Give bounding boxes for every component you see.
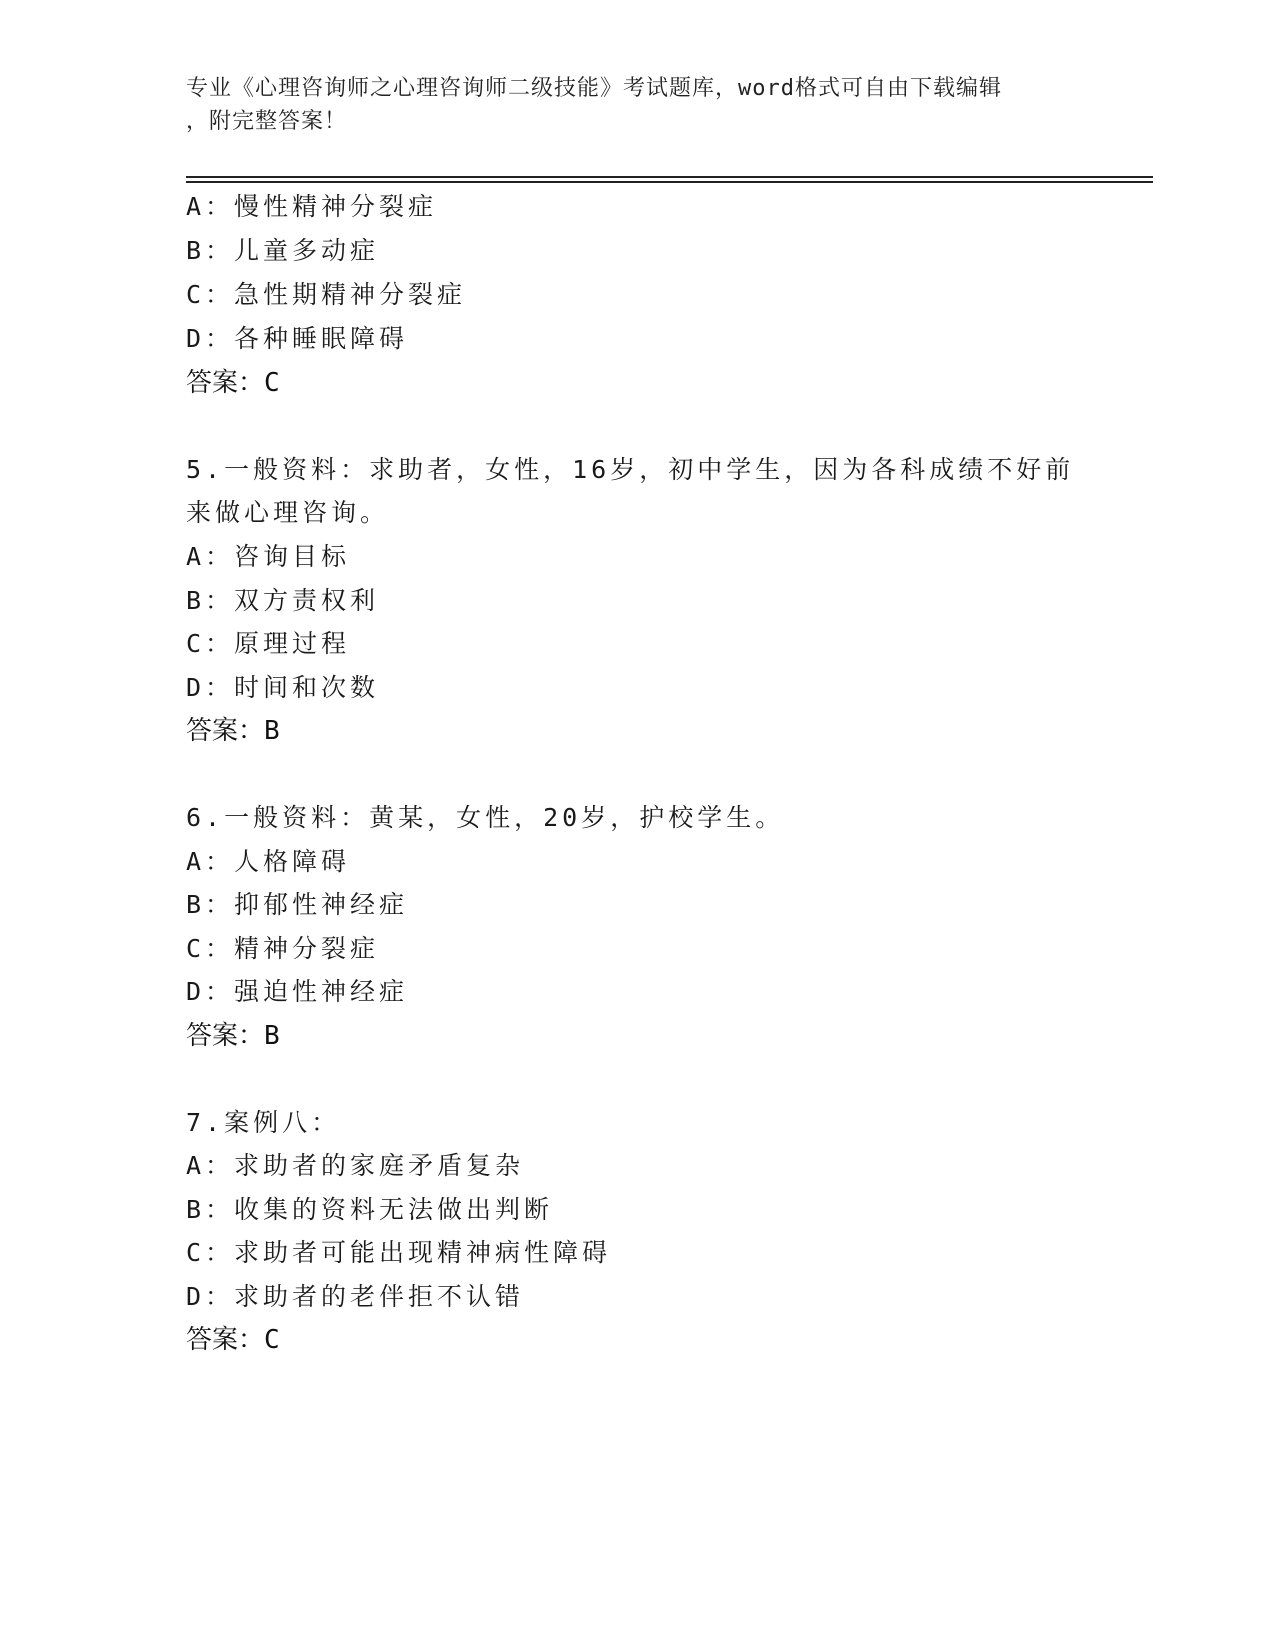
q4-answer (186, 367, 280, 399)
q7-option-b: B：收集的资料无法做出判断 (186, 1195, 554, 1224)
q7-answer-value: C (264, 1325, 280, 1355)
q6-option-a: A：人格障碍 (186, 847, 351, 876)
q5-option-a: A：咨询目标 (186, 542, 351, 571)
q5-stem-line-2: 来做心理咨询。 (186, 498, 390, 527)
q6-answer-label: 答案： (186, 1021, 265, 1051)
q7-option-c: C：求助者可能出现精神病性障碍 (186, 1238, 612, 1267)
q4-answer-label: 答案： (186, 368, 265, 398)
q5-option-d: D：时间和次数 (186, 673, 380, 702)
q4-option-d: D：各种睡眠障碍 (186, 324, 409, 353)
q4-option-c: C：急性期精神分裂症 (186, 280, 467, 309)
header-line-1: 专业《心理咨询师之心理咨询师二级技能》考试题库，word格式可自由下载编辑 (186, 76, 1002, 101)
q5-option-b: B：双方责权利 (186, 586, 380, 615)
q7-stem-line-1: 7.案例八： (186, 1108, 341, 1137)
q6-option-c: C：精神分裂症 (186, 934, 380, 963)
q7-answer (186, 1324, 280, 1356)
document-header (186, 72, 1066, 138)
header-line-2: ，附完整答案！ (186, 109, 348, 134)
q6-stem-line-1: 6.一般资料：黄某，女性，20岁，护校学生。 (186, 803, 785, 832)
q4-option-b: B：儿童多动症 (186, 236, 380, 265)
q5-option-c: C：原理过程 (186, 629, 351, 658)
header-divider-bottom (186, 181, 1153, 183)
q7-answer-label: 答案： (186, 1325, 265, 1355)
header-divider-top (186, 176, 1153, 178)
q5-answer-label: 答案： (186, 716, 265, 746)
q6-answer-value: B (264, 1021, 280, 1051)
q4-option-a: A：慢性精神分裂症 (186, 192, 438, 221)
q7-option-d: D：求助者的老伴拒不认错 (186, 1282, 525, 1311)
q5-answer-value: B (264, 716, 280, 746)
q4-answer-value: C (264, 368, 280, 398)
q7-option-a: A：求助者的家庭矛盾复杂 (186, 1151, 525, 1180)
q6-option-b: B：抑郁性神经症 (186, 890, 409, 919)
q5-stem-line-1: 5.一般资料：求助者，女性，16岁，初中学生，因为各科成绩不好前 (186, 455, 1075, 484)
q5-answer (186, 715, 280, 747)
q6-answer (186, 1020, 280, 1052)
q6-option-d: D：强迫性神经症 (186, 977, 409, 1006)
